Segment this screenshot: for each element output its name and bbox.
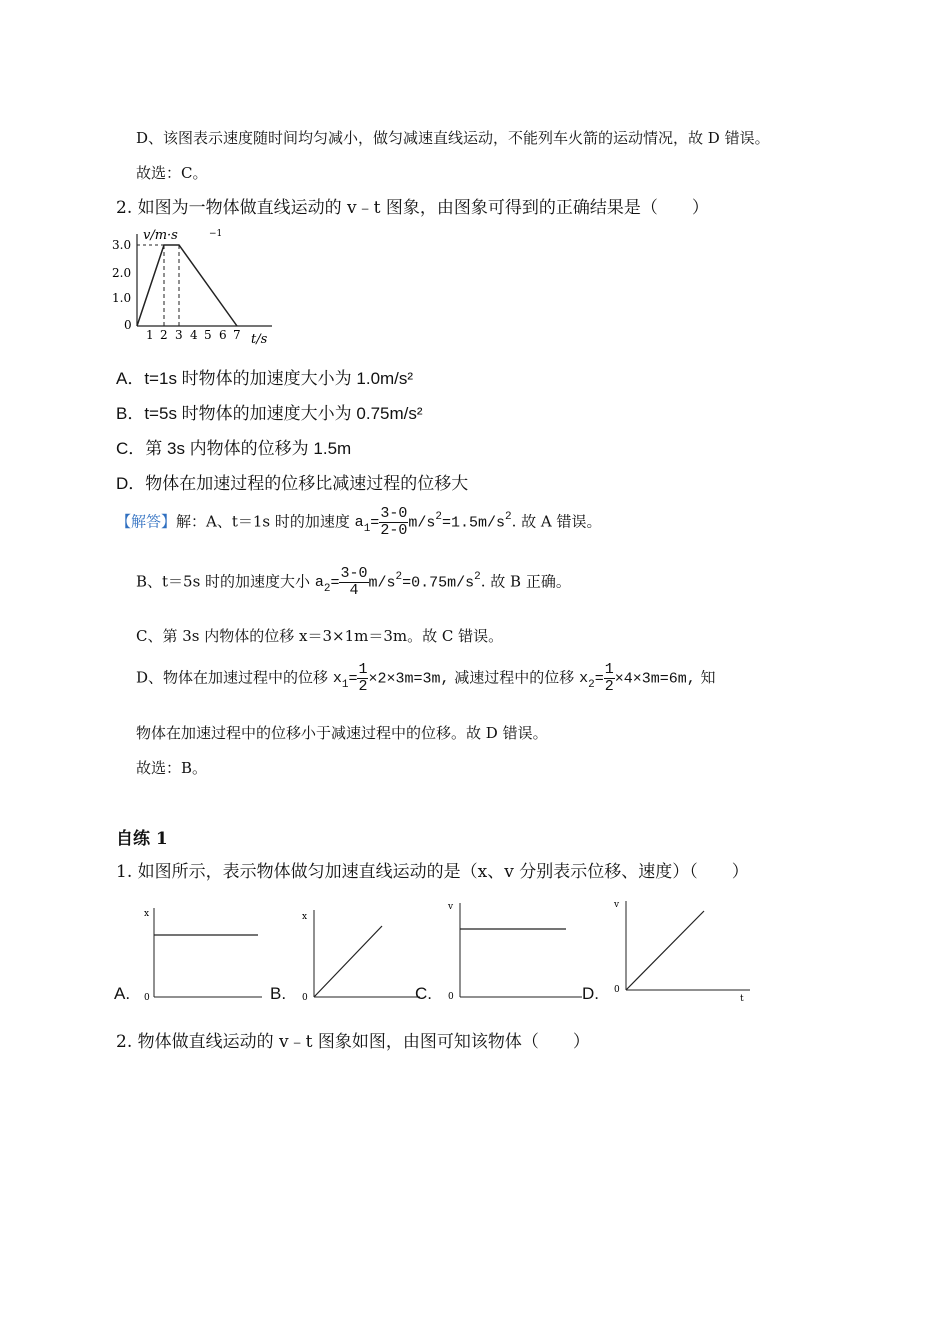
solution-c-line: C、第 3s 内物体的位移 x＝3×1m＝3m。故 C 错误。: [136, 627, 504, 645]
prev-option-d-explanation: D、该图表示速度随时间均匀减小，做匀减速直线运动，不能列车火箭的运动情况，故 D 错误。: [136, 129, 770, 147]
var-a2: $a_2$: [314, 574, 331, 596]
solution-answer: 故选：B。: [136, 759, 208, 777]
ytick-3: 3.0: [112, 238, 132, 252]
fraction-half-2: $\frac{1}{2}$: [604, 661, 614, 695]
graph-d-ylabel: v: [614, 900, 620, 910]
q2-option-a: A．t=1s 时物体的加速度大小为 1.0m/s²: [116, 369, 414, 388]
unit-a2: m/s: [368, 574, 396, 592]
ytick-1: 1.0: [112, 291, 132, 305]
ytick-2: 2.0: [112, 266, 132, 280]
q2-option-c: C．第 3s 内物体的位移为 1.5m: [116, 439, 352, 458]
solution-b-prefix: B、t＝5s 时的加速度大小: [136, 572, 311, 591]
var-a1: $a_1$: [354, 514, 371, 536]
solution-d-mid: 减速过程中的位移: [454, 668, 575, 687]
x-axis-label: t/s: [251, 332, 268, 347]
solution-a-prefix: 解：A、t＝1s 时的加速度: [176, 512, 350, 531]
var-x2: $x_2$: [579, 670, 595, 692]
solution-a-line: 【解答】解：A、t＝1s 时的加速度 $a_1=$ $\frac{3-0}{2-0}$ $m/s^2=1.5m/s^2$. 故 A 错误。: [116, 505, 602, 539]
fraction-a1: $\frac{3-0}{2-0}$: [380, 505, 408, 539]
practice-q1-stem: 1. 如图所示，表示物体做匀加速直线运动的是（x、v 分别表示位移、速度）（ ）: [116, 862, 749, 882]
prev-answer: 故选：C。: [136, 164, 208, 182]
solution-b-suffix: . 故 B 正确。: [480, 572, 571, 591]
graph-d-line: [626, 911, 704, 990]
solution-d-prefix: D、物体在加速过程中的位移: [136, 668, 329, 687]
practice-heading: 自练 1: [116, 829, 168, 849]
fraction-half-1: $\frac{1}{2}$: [358, 661, 368, 695]
graph-c: [444, 895, 584, 1005]
solution-tag: 【解答】: [116, 512, 177, 531]
xtick-6: 6: [219, 328, 227, 342]
graph-b-label: B.: [270, 984, 287, 1003]
result-a2: =0.75m/s: [402, 574, 475, 592]
solution-b-line: B、t＝5s 时的加速度大小 $a_2=$ $\frac{3-0}{4}$ $m/s^2=0.75m/s^2$. 故 B 正确。: [136, 565, 571, 599]
fraction-a2: $\frac{3-0}{4}$: [340, 565, 368, 599]
xtick-4: 4: [190, 328, 198, 342]
graph-b-origin: 0: [302, 993, 308, 1003]
solution-a-suffix: . 故 A 错误。: [511, 512, 602, 531]
graph-a-ylabel: x: [144, 909, 150, 919]
expr-x2: ×4×3m=6m,: [614, 670, 696, 688]
graph-d-origin: 0: [614, 985, 620, 995]
graph-c-ylabel: v: [448, 902, 454, 912]
xtick-3: 3: [175, 328, 183, 342]
q2-stem: 2. 如图为一物体做直线运动的 v﹣t 图象，由图象可得到的正确结果是（ ）: [116, 198, 709, 218]
practice-q2-stem: 2. 物体做直线运动的 v﹣t 图象如图，由图可知该物体（ ）: [116, 1032, 590, 1052]
expr-x1: ×2×3m=3m,: [368, 670, 450, 688]
graph-b-line: [314, 926, 382, 997]
graph-d: [610, 895, 755, 1005]
solution-d-line: D、物体在加速过程中的位移 $x_1=$ $\frac{1}{2}$ ×2×3m=3m, 减速过程中的位移 $x_2=$ $\frac{1}{2}$ ×4×3m=6m, 知: [136, 661, 716, 695]
velocity-line: [137, 245, 237, 326]
q2-vt-graph: [112, 226, 287, 348]
graph-b-ylabel: x: [302, 912, 308, 922]
graph-c-origin: 0: [448, 992, 454, 1002]
q2-option-d: D．物体在加速过程的位移比减速过程的位移大: [116, 474, 469, 493]
solution-d-line2: 物体在加速过程中的位移小于减速过程中的位移。故 D 错误。: [136, 724, 548, 742]
xtick-7: 7: [233, 328, 241, 342]
graph-a-label: A.: [114, 984, 131, 1003]
graph-a: [140, 900, 265, 1005]
graph-d-xlabel: t: [740, 994, 744, 1004]
graph-b: [298, 905, 423, 1005]
result-a1: =1.5m/s: [441, 514, 505, 532]
graph-a-origin: 0: [144, 993, 150, 1003]
solution-d-end: 知: [700, 668, 716, 687]
y-axis-label-exp: −1: [209, 229, 223, 239]
q2-option-b: B．t=5s 时物体的加速度大小为 0.75m/s²: [116, 404, 423, 423]
graph-c-label: C.: [415, 984, 432, 1003]
graph-d-label: D.: [582, 984, 599, 1003]
xtick-1: 1: [146, 328, 154, 342]
xtick-2: 2: [160, 328, 168, 342]
xtick-5: 5: [204, 328, 212, 342]
var-x1: $x_1$: [332, 670, 349, 692]
y-axis-label: v/m·s: [143, 228, 178, 243]
unit-a1: m/s: [408, 514, 436, 532]
ytick-0: 0: [124, 318, 132, 332]
